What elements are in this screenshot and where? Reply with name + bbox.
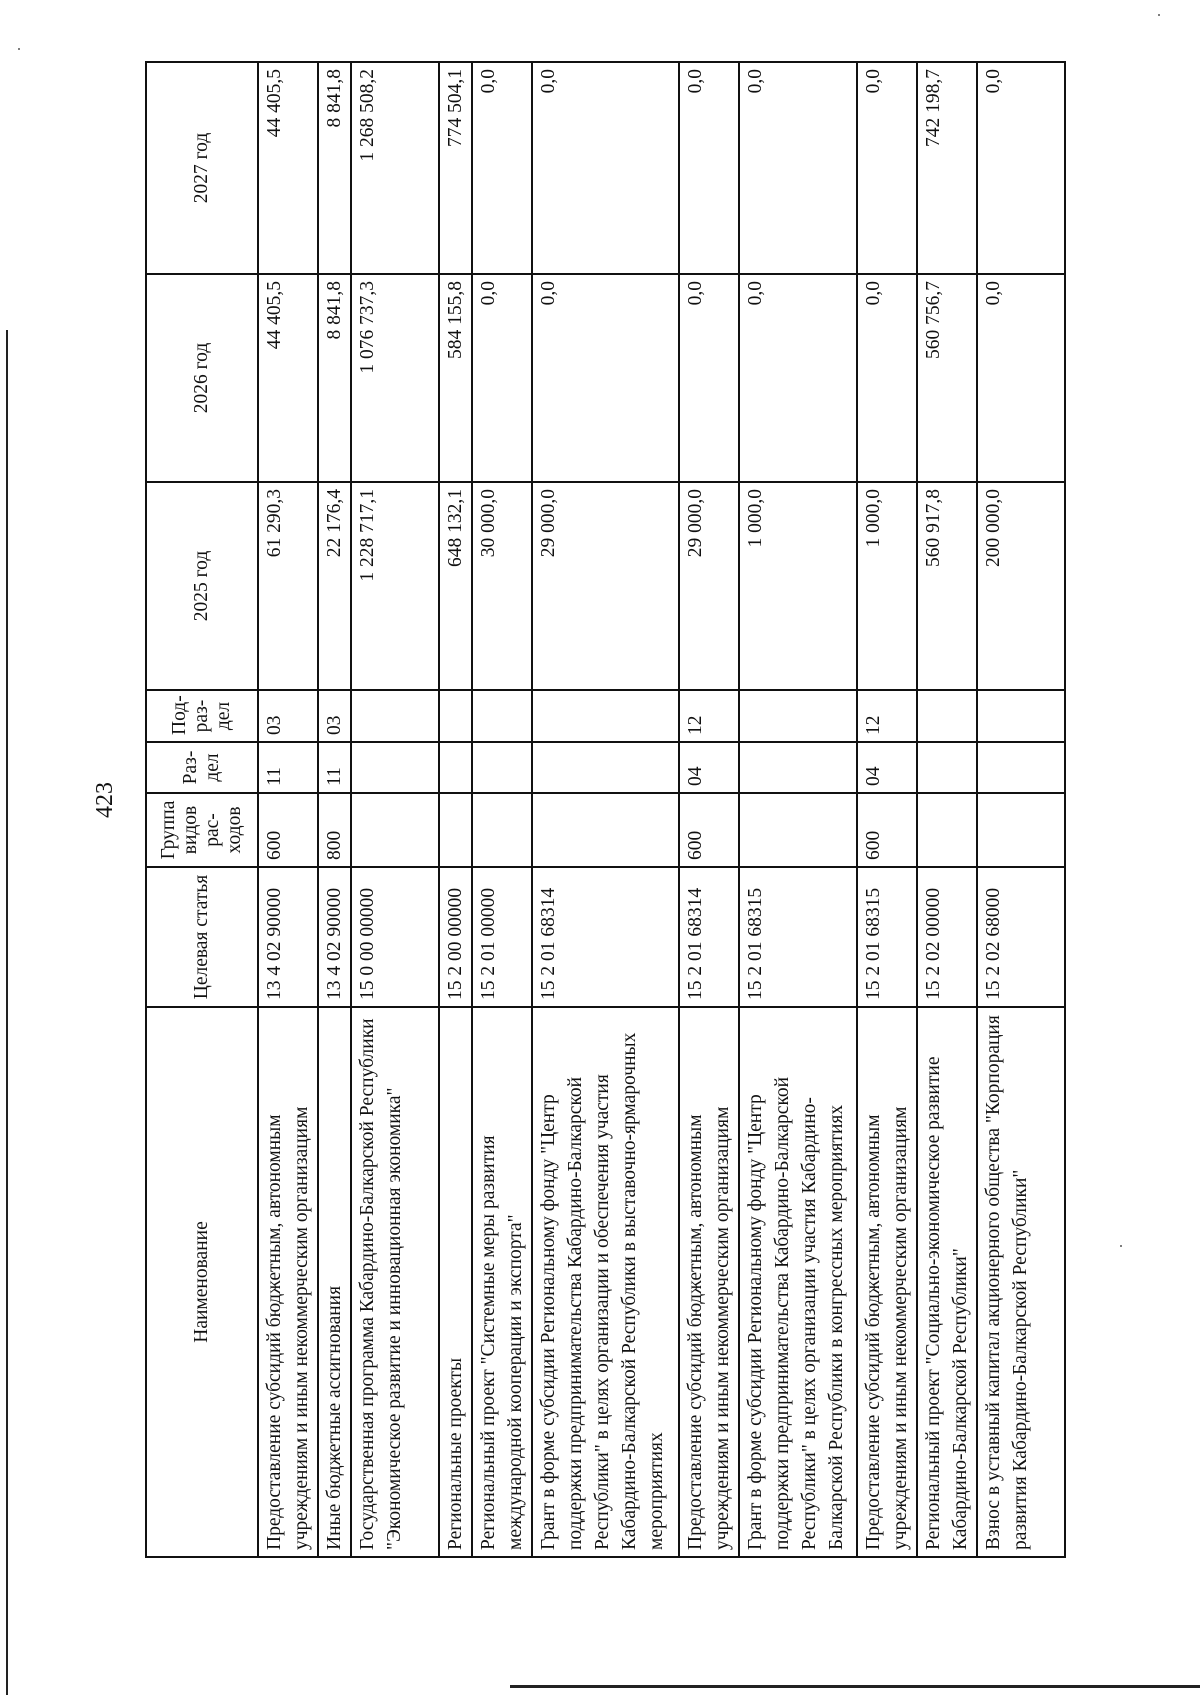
row-2025-value-cell: 30 000,0 <box>472 482 532 690</box>
row-expense-group-cell <box>351 793 439 867</box>
header-section: Раз-дел <box>146 742 258 793</box>
row-section-cell <box>977 742 1065 793</box>
row-2026-value-cell: 44 405,5 <box>258 274 318 482</box>
row-section-cell <box>532 742 679 793</box>
row-target-article-cell: 15 2 01 68314 <box>679 867 739 1007</box>
row-name-cell: Региональный проект "Системные меры развития международной кооперации и экспорта" <box>472 1007 532 1557</box>
row-2025-value-cell: 560 917,8 <box>917 482 977 690</box>
scan-speck <box>1158 14 1160 16</box>
row-2025-value-cell: 1 000,0 <box>739 482 857 690</box>
row-target-article-cell: 15 2 01 68314 <box>532 867 679 1007</box>
scan-edge-left <box>6 330 8 1695</box>
row-2026-value-cell: 0,0 <box>857 274 917 482</box>
row-section-cell <box>351 742 439 793</box>
row-target-article-cell: 13 4 02 90000 <box>258 867 318 1007</box>
row-2026-value-cell: 0,0 <box>977 274 1065 482</box>
row-name-cell: Грант в форме субсидии Региональному фонду "Центр поддержки предпринимательства Кабардино-Балкарской Республики" в целях организации и обеспечения участия Кабардино-Балкарской Республики в выставочно-ярмарочных мероприятиях <box>532 1007 679 1557</box>
row-2025-value-cell: 29 000,0 <box>679 482 739 690</box>
header-name: Наименование <box>146 1007 258 1557</box>
row-expense-group-cell <box>532 793 679 867</box>
row-subsection-cell <box>472 690 532 742</box>
row-2027-value-cell: 0,0 <box>532 62 679 274</box>
row-section-cell <box>439 742 472 793</box>
row-2026-value-cell: 584 155,8 <box>439 274 472 482</box>
row-2026-value-cell: 560 756,7 <box>917 274 977 482</box>
table-row <box>439 62 472 1557</box>
row-name-cell: Государственная программа Кабардино-Балкарской Республики "Экономическое развитие и инновационная экономика" <box>351 1007 439 1557</box>
header-target-article: Целевая статья <box>146 867 258 1007</box>
header-subsection: Под-раз-дел <box>146 690 258 742</box>
table-row <box>739 62 857 1557</box>
row-expense-group-cell <box>472 793 532 867</box>
row-section-cell: 04 <box>679 742 739 793</box>
header-2025: 2025 год <box>146 482 258 690</box>
row-expense-group-cell <box>439 793 472 867</box>
row-expense-group-cell <box>917 793 977 867</box>
row-name-cell: Региональный проект "Социально-экономическое развитие Кабардино-Балкарской Республики" <box>917 1007 977 1557</box>
row-2026-value-cell: 0,0 <box>532 274 679 482</box>
scan-speck <box>18 48 20 50</box>
row-2025-value-cell: 61 290,3 <box>258 482 318 690</box>
row-subsection-cell: 03 <box>258 690 318 742</box>
row-section-cell <box>917 742 977 793</box>
row-subsection-cell <box>532 690 679 742</box>
row-expense-group-cell: 600 <box>679 793 739 867</box>
row-name-cell: Предоставление субсидий бюджетным, автономным учреждениям и иным некоммерческим организациям <box>679 1007 739 1557</box>
row-target-article-cell: 15 0 00 00000 <box>351 867 439 1007</box>
row-2027-value-cell: 774 504,1 <box>439 62 472 274</box>
table-row <box>679 62 739 1557</box>
row-2025-value-cell: 648 132,1 <box>439 482 472 690</box>
table-row <box>917 62 977 1557</box>
table-row <box>258 62 318 1557</box>
budget-table-container <box>145 63 1045 1558</box>
row-2025-value-cell: 1 228 717,1 <box>351 482 439 690</box>
row-2026-value-cell: 0,0 <box>472 274 532 482</box>
row-section-cell: 04 <box>857 742 917 793</box>
row-2025-value-cell: 29 000,0 <box>532 482 679 690</box>
row-target-article-cell: 15 2 02 00000 <box>917 867 977 1007</box>
row-2026-value-cell: 0,0 <box>739 274 857 482</box>
row-target-article-cell: 15 2 00 00000 <box>439 867 472 1007</box>
table-row <box>351 62 439 1557</box>
row-section-cell: 11 <box>258 742 318 793</box>
row-2027-value-cell: 0,0 <box>977 62 1065 274</box>
row-target-article-cell: 15 2 01 00000 <box>472 867 532 1007</box>
row-2027-value-cell: 0,0 <box>472 62 532 274</box>
row-expense-group-cell: 600 <box>258 793 318 867</box>
table-header-row <box>146 62 258 1557</box>
table-row <box>318 62 351 1557</box>
row-target-article-cell: 15 2 01 68315 <box>739 867 857 1007</box>
row-section-cell <box>739 742 857 793</box>
table-row <box>857 62 917 1557</box>
row-2027-value-cell: 8 841,8 <box>318 62 351 274</box>
row-2025-value-cell: 1 000,0 <box>857 482 917 690</box>
row-name-cell: Региональные проекты <box>439 1007 472 1557</box>
row-section-cell: 11 <box>318 742 351 793</box>
row-expense-group-cell <box>739 793 857 867</box>
scan-edge-bottom <box>510 1685 1200 1688</box>
header-expense-group: Группа видов рас-ходов <box>146 793 258 867</box>
row-subsection-cell: 12 <box>679 690 739 742</box>
row-name-cell: Предоставление субсидий бюджетным, автономным учреждениям и иным некоммерческим организациям <box>258 1007 318 1557</box>
row-subsection-cell: 12 <box>857 690 917 742</box>
row-expense-group-cell <box>977 793 1065 867</box>
page-number: 423 <box>92 782 118 818</box>
row-name-cell: Грант в форме субсидии Региональному фонду "Центр поддержки предпринимательства Кабардино-Балкарской Республики" в целях организации участия Кабардино-Балкарской Республики в конгрессных мероприятиях <box>739 1007 857 1557</box>
row-subsection-cell <box>439 690 472 742</box>
table-row <box>977 62 1065 1557</box>
row-2027-value-cell: 742 198,7 <box>917 62 977 274</box>
table-row <box>532 62 679 1557</box>
row-2026-value-cell: 0,0 <box>679 274 739 482</box>
table-body <box>258 62 1065 1557</box>
row-2025-value-cell: 200 000,0 <box>977 482 1065 690</box>
row-subsection-cell <box>917 690 977 742</box>
row-2027-value-cell: 0,0 <box>739 62 857 274</box>
row-2027-value-cell: 0,0 <box>857 62 917 274</box>
row-name-cell: Взнос в уставный капитал акционерного общества "Корпорация развития Кабардино-Балкарской Республики" <box>977 1007 1065 1557</box>
row-2026-value-cell: 8 841,8 <box>318 274 351 482</box>
row-target-article-cell: 13 4 02 90000 <box>318 867 351 1007</box>
row-expense-group-cell: 800 <box>318 793 351 867</box>
scan-speck <box>1120 1245 1122 1247</box>
budget-table <box>145 61 1066 1558</box>
row-subsection-cell <box>739 690 857 742</box>
row-subsection-cell <box>351 690 439 742</box>
header-2027: 2027 год <box>146 62 258 274</box>
row-subsection-cell <box>977 690 1065 742</box>
row-2027-value-cell: 0,0 <box>679 62 739 274</box>
row-2025-value-cell: 22 176,4 <box>318 482 351 690</box>
row-section-cell <box>472 742 532 793</box>
table-row <box>472 62 532 1557</box>
row-target-article-cell: 15 2 02 68000 <box>977 867 1065 1007</box>
row-target-article-cell: 15 2 01 68315 <box>857 867 917 1007</box>
row-2027-value-cell: 44 405,5 <box>258 62 318 274</box>
row-expense-group-cell: 600 <box>857 793 917 867</box>
header-2026: 2026 год <box>146 274 258 482</box>
row-name-cell: Предоставление субсидий бюджетным, автономным учреждениям и иным некоммерческим организациям <box>857 1007 917 1557</box>
row-name-cell: Иные бюджетные ассигнования <box>318 1007 351 1557</box>
row-subsection-cell: 03 <box>318 690 351 742</box>
row-2027-value-cell: 1 268 508,2 <box>351 62 439 274</box>
row-2026-value-cell: 1 076 737,3 <box>351 274 439 482</box>
